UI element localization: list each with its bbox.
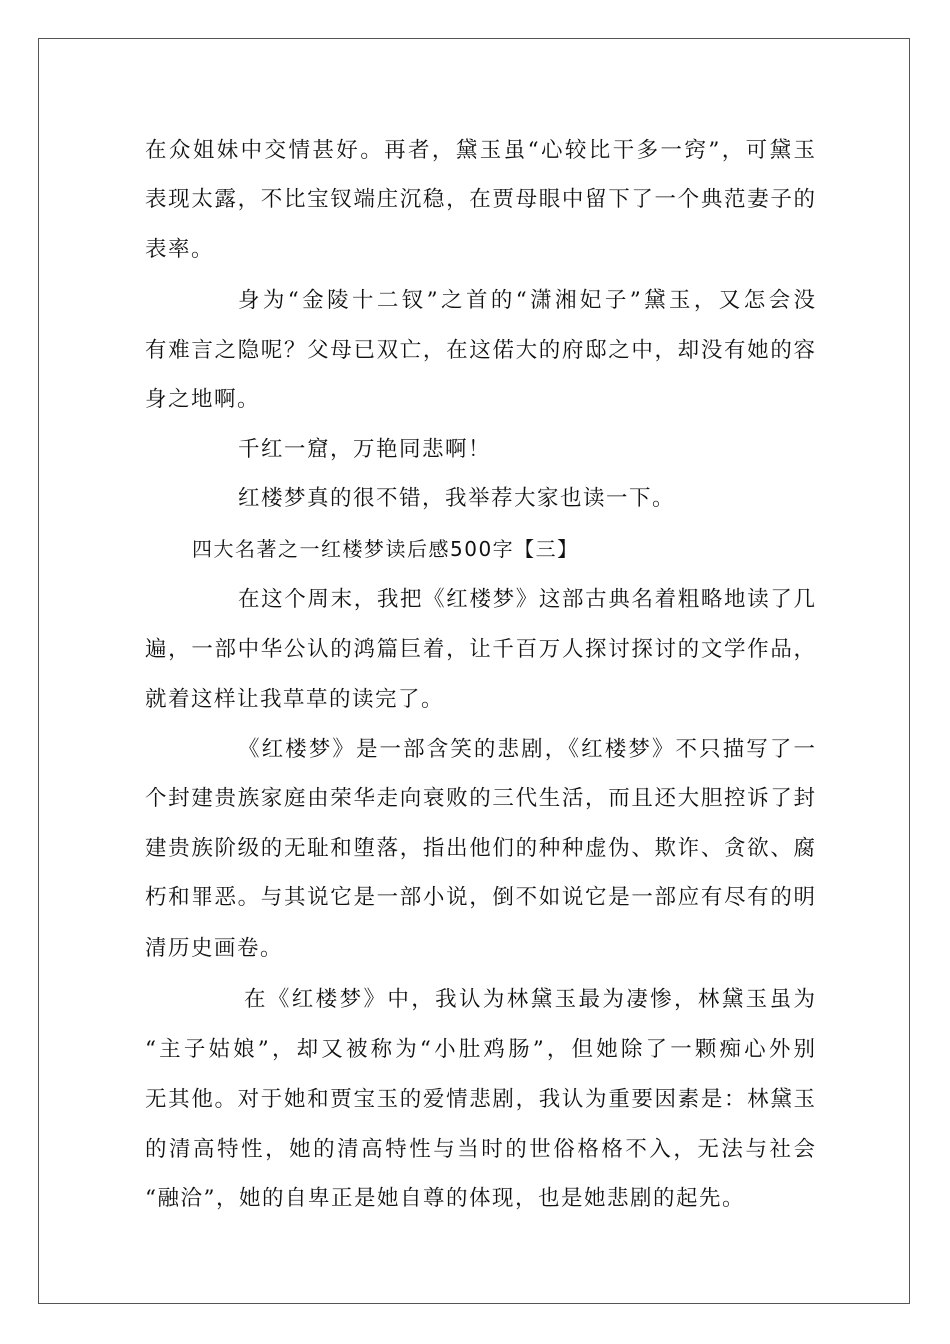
text-line: 千红一窟，万艳同悲啊！ xyxy=(238,437,492,462)
text-line: 红楼梦真的很不错，我举荐大家也读一下。 xyxy=(238,486,676,511)
text-line: 《红楼梦》是一部含笑的悲剧，《红楼梦》不只描写了一 xyxy=(238,737,815,762)
section-heading: 四大名著之一红楼梦读后感500字【三】 xyxy=(192,537,579,561)
text-line: 的清高特性，她的清高特性与当时的世俗格格不入，无法与社会 xyxy=(145,1137,815,1162)
text-line: 表现太露，不比宝钗端庄沉稳，在贾母眼中留下了一个典范妻子的 xyxy=(145,187,815,212)
text-line: 个封建贵族家庭由荣华走向衰败的三代生活，而且还大胆控诉了封 xyxy=(145,786,815,811)
text-line: 就着这样让我草草的读完了。 xyxy=(145,687,445,712)
text-line: 清历史画卷。 xyxy=(145,936,284,961)
text-line: “融洽”，她的自卑正是她自尊的体现，也是她悲剧的起先。 xyxy=(145,1186,745,1211)
text-line: 在《红楼梦》中，我认为林黛玉最为凄惨，林黛玉虽为 xyxy=(244,987,815,1012)
text-line: 表率。 xyxy=(145,237,215,262)
text-line: 在这个周末，我把《红楼梦》这部古典名着粗略地读了几 xyxy=(238,587,815,612)
text-line: 身为“金陵十二钗”之首的“潇湘妃子”黛玉，又怎会没 xyxy=(238,288,815,313)
text-line: “主子姑娘”，却又被称为“小肚鸡肠”，但她除了一颗痴心外别 xyxy=(145,1037,815,1062)
text-line: 无其他。对于她和贾宝玉的爱情悲剧，我认为重要因素是：林黛玉 xyxy=(145,1087,815,1112)
text-line: 遍，一部中华公认的鸿篇巨着，让千百万人探讨探讨的文学作品， xyxy=(145,637,815,662)
text-line: 建贵族阶级的无耻和堕落，指出他们的种种虚伪、欺诈、贪欲、腐 xyxy=(145,836,815,861)
text-line: 有难言之隐呢？父母已双亡，在这偌大的府邸之中，却没有她的容 xyxy=(145,338,815,363)
text-line: 身之地啊。 xyxy=(145,387,261,412)
text-line: 在众姐妹中交情甚好。再者，黛玉虽“心较比干多一窍”，可黛玉 xyxy=(145,138,815,163)
text-line: 朽和罪恶。与其说它是一部小说，倒不如说它是一部应有尽有的明 xyxy=(145,885,815,910)
